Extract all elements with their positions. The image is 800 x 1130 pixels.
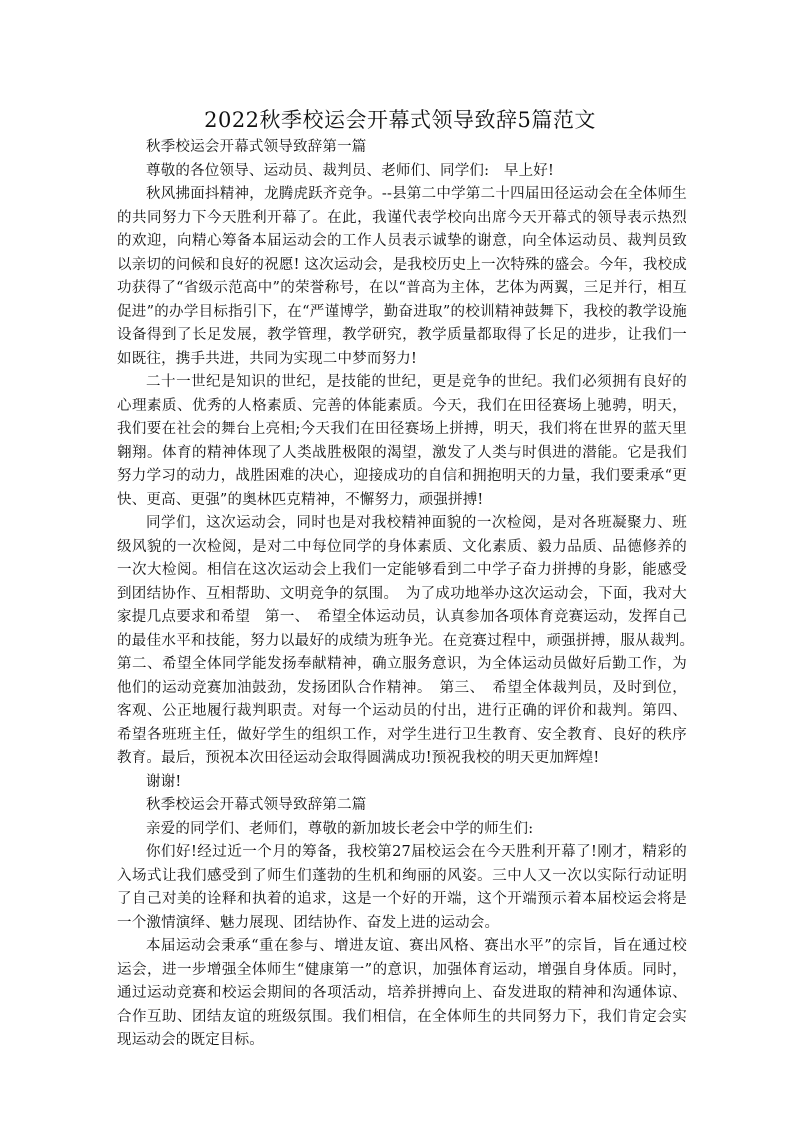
section-heading-2: 秋季校运会开幕式领导致辞第二篇 — [146, 797, 367, 813]
paragraph: 本届运动会秉承“重在参与、增进友谊、赛出风格、赛出水平”的宗旨，旨在通过校运会，进一步增强全体师生“健康第一”的意识，加强体育运动，增强自身体质。同时，通过运动竞赛和校运会期间的各项活动，培养拼搏向上、奋发进取的精神和沟通体谅、合作互助、团结友谊的班级氛围。我们相信，在全体师生的共同努力下，我们肯定会实现运动会的既定目标。 — [117, 938, 687, 1048]
paragraph: 你们好!经过近一个月的筹备，我校第27届校运会在今天胜利开幕了!刚才，精彩的入场式让我们感受到了师生们蓬勃的生机和绚丽的风姿。三中人又一次以实际行动证明了自己对美的诠释和执着的追求，这是一个好的开端，这个开端预示着本届校运会将是一个激情演绎、魅力展现、团结协作、奋发上进的运动会。 — [117, 844, 687, 931]
salutation-2: 亲爱的同学们、老师们，尊敬的新加坡长老会中学的师生们: — [146, 820, 534, 837]
paragraph: 二十一世纪是知识的世纪，是技能的世纪，更是竞争的世纪。我们必须拥有良好的心理素质、优秀的人格素质、完善的体能素质。今天，我们在田径赛场上驰骋，明天，我们要在社会的舞台上亮相;今天我们在田径赛场上拼搏，明天，我们将在世界的蓝天里翱翔。体育的精神体现了人类战胜极限的渴望，激发了人类与时俱进的潜能。它是我们努力学习的动力，战胜困难的决心，迎接成功的自信和拥抱明天的力量，我们要秉承“更快、更高、更强”的奥林匹克精神，不懈努力，顽强拼搏! — [117, 374, 687, 508]
document-title: 2022秋季校运会开幕式领导致辞5篇范文 — [204, 108, 596, 132]
section-heading-1: 秋季校运会开幕式领导致辞第一篇 — [146, 139, 367, 155]
salutation-1: 尊敬的各位领导、运动员、裁判员、老师们、同学们: 早上好! — [146, 162, 555, 179]
paragraph: 同学们，这次运动会，同时也是对我校精神面貌的一次检阅，是对各班凝聚力、班级风貌的一次检阅，是对二中每位同学的身体素质、文化素质、毅力品质、品德修养的一次大检阅。相信在这次运动会上我们一定能够看到二中学子奋力拼搏的身影，能感受到团结协作、互相帮助、文明竞争的氛围。 为了成功地举办这次运动会，下面，我对大家提几点要求和希望 第一、 希望全体运动员，认真参加各项体育竞赛运动，发挥自己的最佳水平和技能，努力以最好的成绩为班争光。在竞赛过程中，顽强拼搏，服从裁判。 第二、希望全体同学能发扬奉献精神，确立服务意识，为全体运动员做好后勤工作，为他们的运动竞赛加油鼓劲，发扬团队合作精神。 第三、 希望全体裁判员，及时到位，客观、公正地履行裁判职责。对每一个运动员的付出，进行正确的评价和裁判。第四、希望各班班主任，做好学生的组织工作，对学生进行卫生教育、安全教育、良好的秩序教育。最后，预祝本次田径运动会取得圆满成功!预祝我校的明天更加辉煌! — [117, 515, 702, 766]
document-body — [117, 136, 702, 1053]
closing-thanks: 谢谢! — [146, 773, 182, 790]
paragraph: 秋风拂面抖精神，龙腾虎跃齐竞争。--县第二中学第二十四届田径运动会在全体师生的共同努力下今天胜利开幕了。在此，我谨代表学校向出席今天开幕式的领导表示热烈的欢迎，向精心筹备本届运动会的工作人员表示诚挚的谢意，向全体运动员、裁判员致以亲切的问候和良好的祝愿! 这次运动会，是我校历史上一次特殊的盛会。今年，我校成功获得了“省级示范高中”的荣誉称号，在以“普高为主体，艺体为两翼，三足并行，相互促进”的办学目标指引下，在“严谨博学，勤奋进取”的校训精神鼓舞下，我校的教学设施设备得到了长足发展，教学管理，教学研究，教学质量都取得了长足的进步，让我们一如既往，携手共进，共同为实现二中梦而努力! — [117, 186, 687, 367]
